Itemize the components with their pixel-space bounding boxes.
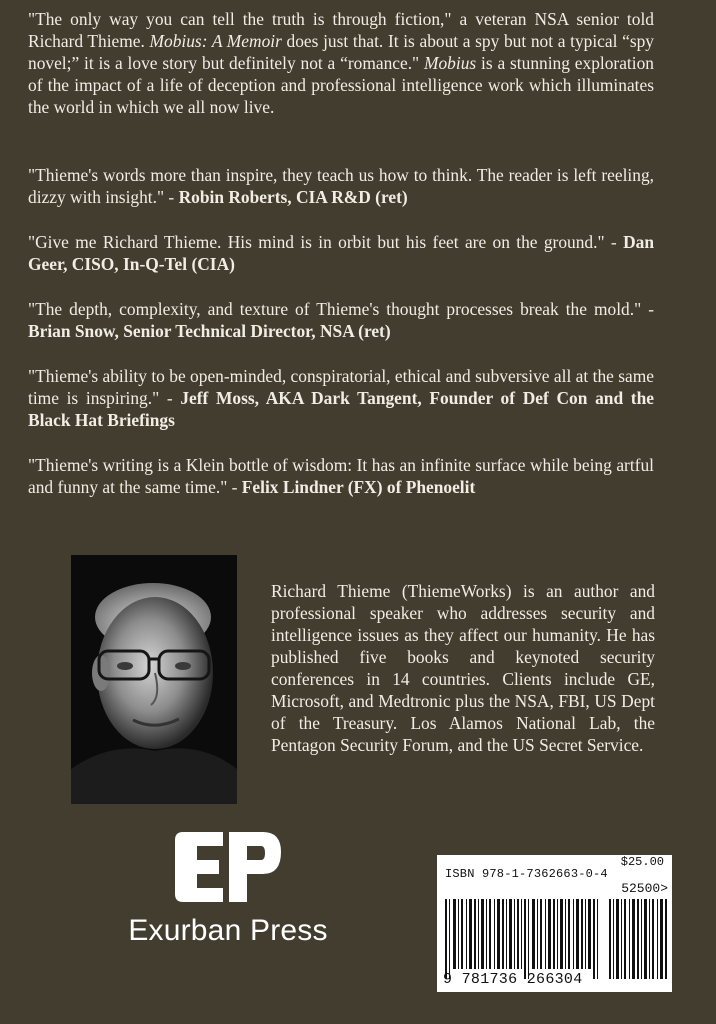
ep-logo-icon bbox=[175, 832, 281, 902]
quote-robin-roberts bbox=[28, 164, 654, 208]
quote-source: Brian Snow, Senior Technical Director, NSA (ret) bbox=[28, 321, 391, 341]
price-label: $25.00 bbox=[620, 855, 664, 869]
quote-source: Dan Geer, CISO, In-Q-Tel (CIA) bbox=[28, 232, 654, 274]
intro-text-2: does just that. It is about a spy but not a typical “spy novel;” it is a love story but definitely not a “romance." bbox=[28, 31, 654, 73]
quote-source: Robin Roberts, CIA R&D (ret) bbox=[178, 187, 408, 207]
isbn-barcode-box bbox=[437, 855, 672, 992]
quote-text: "Thieme's ability to be open-minded, conspiratorial, ethical and subversive all at the same time is inspiring." - bbox=[28, 366, 654, 408]
book-title-short: Mobius bbox=[424, 53, 477, 73]
quote-jeff-moss bbox=[28, 365, 654, 431]
author-photo bbox=[71, 555, 237, 804]
quote-text: "Thieme's words more than inspire, they teach us how to think. The reader is left reeling, dizzy with insight." - bbox=[28, 165, 654, 207]
author-bio: Richard Thieme (ThiemeWorks) is an author and professional speaker who addresses security and intelligence issues as they affect our humanity. He has published five books and keynoted security conferences in 14 countries. Clients include GE, Microsoft, and Medtronic plus the NSA, FBI, US Dept of the Treasury. Los Alamos National Lab, the Pentagon Security Forum, and the US Secret Service. bbox=[271, 581, 655, 755]
quote-text: "The depth, complexity, and texture of Thieme's thought processes break the mold." - bbox=[28, 299, 654, 319]
quote-dan-geer bbox=[28, 231, 654, 275]
author-portrait-image bbox=[71, 555, 237, 804]
intro-text-1: "The only way you can tell the truth is through fiction," a veteran NSA senior told Richard Thieme. bbox=[28, 9, 654, 51]
publisher-name: Exurban Press bbox=[128, 914, 328, 947]
intro-paragraph bbox=[28, 8, 654, 118]
ean-digits: 9 781736 266304 bbox=[443, 971, 583, 988]
publisher-logo bbox=[123, 832, 333, 952]
quote-brian-snow bbox=[28, 298, 654, 342]
isbn-label: ISBN 978-1-7362663-0-4 bbox=[445, 867, 608, 881]
price-addon-code: 52500> bbox=[621, 881, 668, 896]
quote-text: "Thieme's writing is a Klein bottle of wisdom: It has an infinite surface while being artful and funny at the same time." - bbox=[28, 455, 654, 497]
quote-source: Jeff Moss, AKA Dark Tangent, Founder of Def Con and the Black Hat Briefings bbox=[28, 388, 654, 430]
quote-felix-lindner bbox=[28, 454, 654, 498]
quote-text: "Give me Richard Thieme. His mind is in orbit but his feet are on the ground." - bbox=[28, 232, 624, 252]
book-title: Mobius: A Memoir bbox=[149, 31, 282, 51]
quote-source: Felix Lindner (FX) of Phenoelit bbox=[241, 477, 476, 497]
intro-text-3: is a stunning exploration of the impact of a life of deception and professional intelligence work which illuminates the world in which we all now live. bbox=[28, 53, 654, 117]
